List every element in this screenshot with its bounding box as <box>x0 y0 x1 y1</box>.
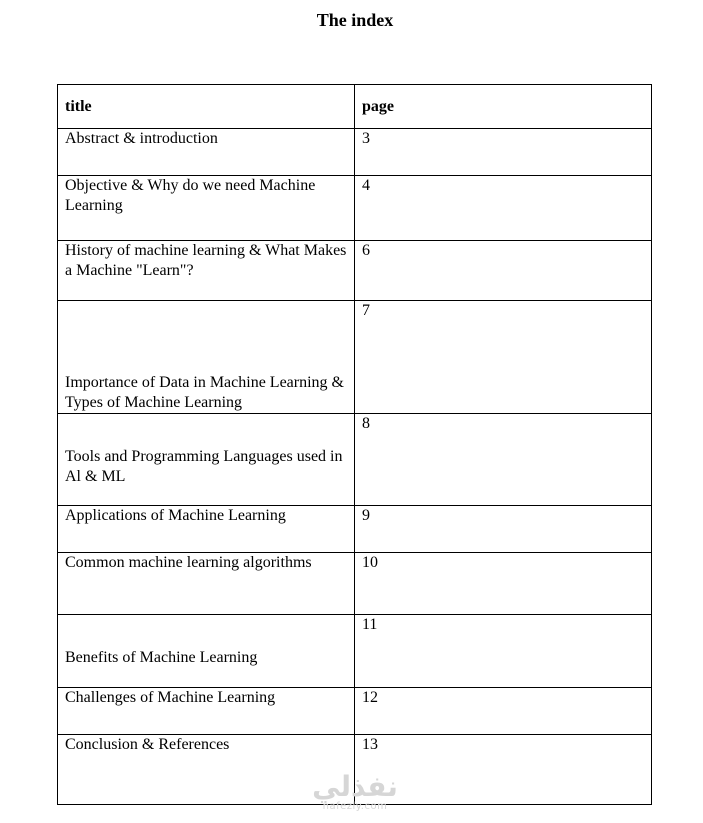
index-table <box>57 84 652 805</box>
row-title: Tools and Programming Languages used in Al & ML <box>58 414 355 506</box>
row-page: 9 <box>355 506 652 553</box>
watermark-logo <box>300 770 410 812</box>
row-title: Importance of Data in Machine Learning & Types of Machine Learning <box>58 301 355 414</box>
table-row <box>58 301 652 414</box>
row-title: Benefits of Machine Learning <box>58 615 355 688</box>
row-page: 10 <box>355 553 652 615</box>
row-page: 13 <box>355 735 652 805</box>
row-page: 12 <box>355 688 652 735</box>
row-title: Objective & Why do we need Machine Learning <box>58 176 355 241</box>
watermark-latin: nafezly.com <box>322 801 388 812</box>
table-row <box>58 553 652 615</box>
row-page: 6 <box>355 241 652 301</box>
table-header-row <box>58 85 652 129</box>
row-page: 7 <box>355 301 652 414</box>
header-page: page <box>355 85 652 129</box>
row-page: 3 <box>355 129 652 176</box>
row-title: Abstract & introduction <box>58 129 355 176</box>
page-title: The index <box>316 10 394 30</box>
row-page: 4 <box>355 176 652 241</box>
table-row <box>58 615 652 688</box>
table-row <box>58 176 652 241</box>
row-title: Applications of Machine Learning <box>58 506 355 553</box>
table-row <box>58 241 652 301</box>
table-row <box>58 414 652 506</box>
row-page: 11 <box>355 615 652 688</box>
table-row <box>58 129 652 176</box>
watermark-arabic: نفذلي <box>312 770 398 803</box>
header-title: title <box>58 85 355 129</box>
row-title: Challenges of Machine Learning <box>58 688 355 735</box>
row-title: Common machine learning algorithms <box>58 553 355 615</box>
row-page: 8 <box>355 414 652 506</box>
row-title: Conclusion & References <box>58 735 355 805</box>
table-row <box>58 688 652 735</box>
row-title: History of machine learning & What Makes a Machine "Learn"? <box>58 241 355 301</box>
table-row <box>58 506 652 553</box>
